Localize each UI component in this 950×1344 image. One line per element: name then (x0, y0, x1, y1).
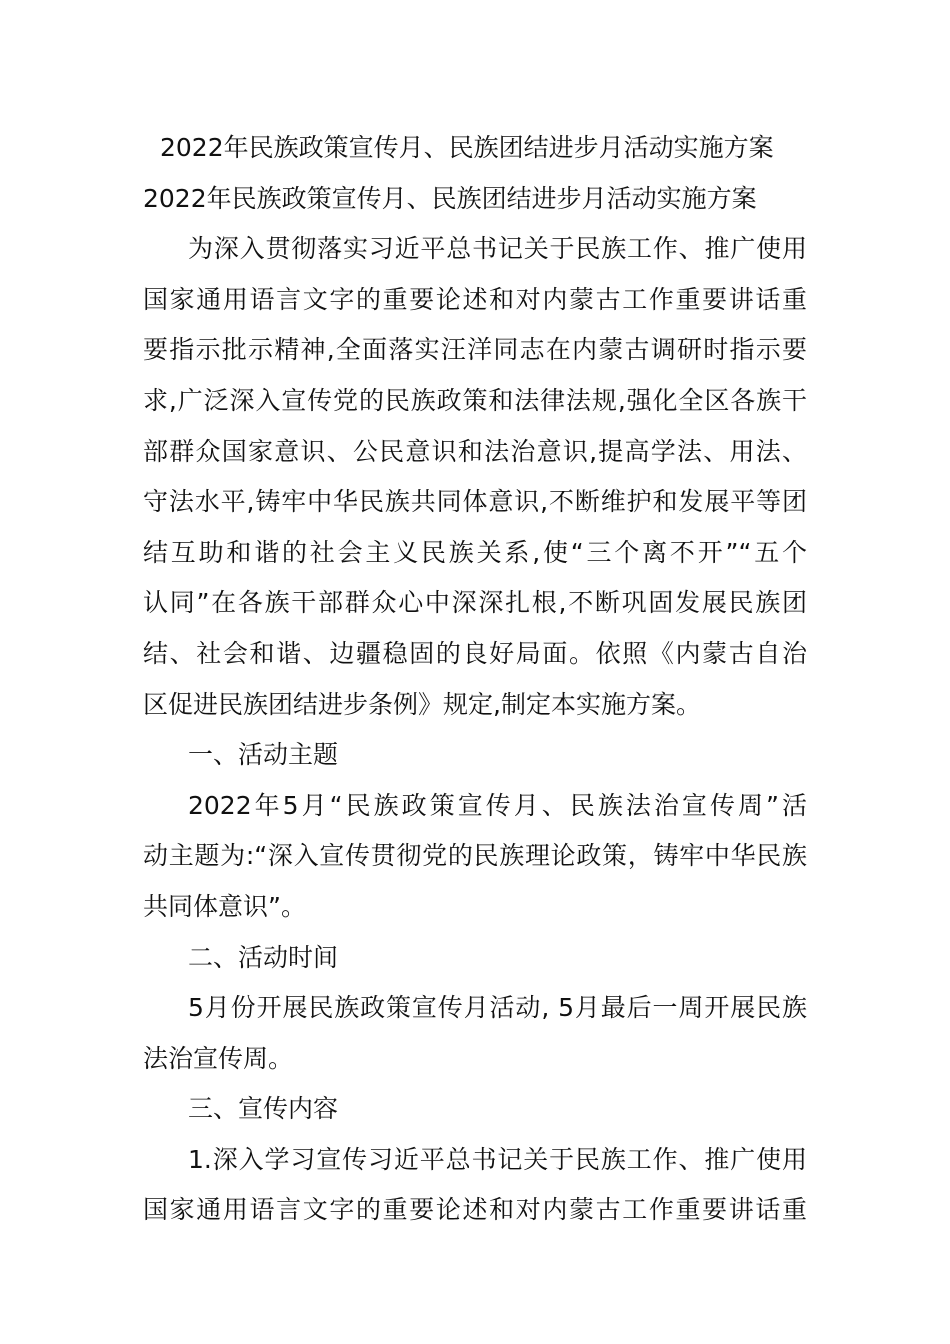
paragraph-line: 求,广泛深入宣传党的民族政策和法律法规,强化全区各族干 (143, 385, 807, 415)
paragraph-line: 2022年5月“民族政策宣传月、民族法治宣传周”活 (188, 790, 807, 820)
paragraph-line: 认同”在各族干部群众心中深深扎根,不断巩固发展民族团 (143, 588, 807, 618)
paragraph-line: 区促进民族团结进步条例》规定,制定本实施方案。 (143, 689, 701, 719)
document-title-repeat: 2022年民族政策宣传月、民族团结进步月活动实施方案 (143, 183, 757, 213)
paragraph-line: 结、社会和谐、边疆稳固的良好局面。依照《内蒙古自治 (143, 638, 807, 668)
paragraph-line: 1.深入学习宣传习近平总书记关于民族工作、推广使用 (188, 1144, 807, 1174)
paragraph-line: 共同体意识”。 (143, 891, 306, 921)
document-body (143, 123, 807, 1236)
paragraph-line: 为深入贯彻落实习近平总书记关于民族工作、推广使用 (188, 234, 807, 264)
paragraph-line: 国家通用语言文字的重要论述和对内蒙古工作重要讲话重 (143, 1195, 807, 1225)
paragraph-line: 法治宣传周。 (143, 1043, 294, 1073)
paragraph-line: 守法水平,铸牢中华民族共同体意识,不断维护和发展平等团 (143, 487, 807, 517)
section-heading-time: 二、活动时间 (188, 942, 339, 972)
section-heading-content: 三、宣传内容 (188, 1094, 339, 1124)
paragraph-line: 动主题为:“深入宣传贯彻党的民族理论政策，铸牢中华民族 (143, 841, 807, 871)
paragraph-line: 5月份开展民族政策宣传月活动, 5月最后一周开展民族 (188, 993, 807, 1023)
paragraph-line: 部群众国家意识、公民意识和法治意识,提高学法、用法、 (143, 436, 807, 466)
paragraph-line: 国家通用语言文字的重要论述和对内蒙古工作重要讲话重 (143, 284, 807, 314)
paragraph-line: 要指示批示精神,全面落实汪洋同志在内蒙古调研时指示要 (143, 335, 807, 365)
section-heading-theme: 一、活动主题 (188, 740, 339, 770)
paragraph-line: 结互助和谐的社会主义民族关系,使“三个离不开”“五个 (143, 537, 807, 567)
document-title: 2022年民族政策宣传月、民族团结进步月活动实施方案 (160, 133, 774, 162)
